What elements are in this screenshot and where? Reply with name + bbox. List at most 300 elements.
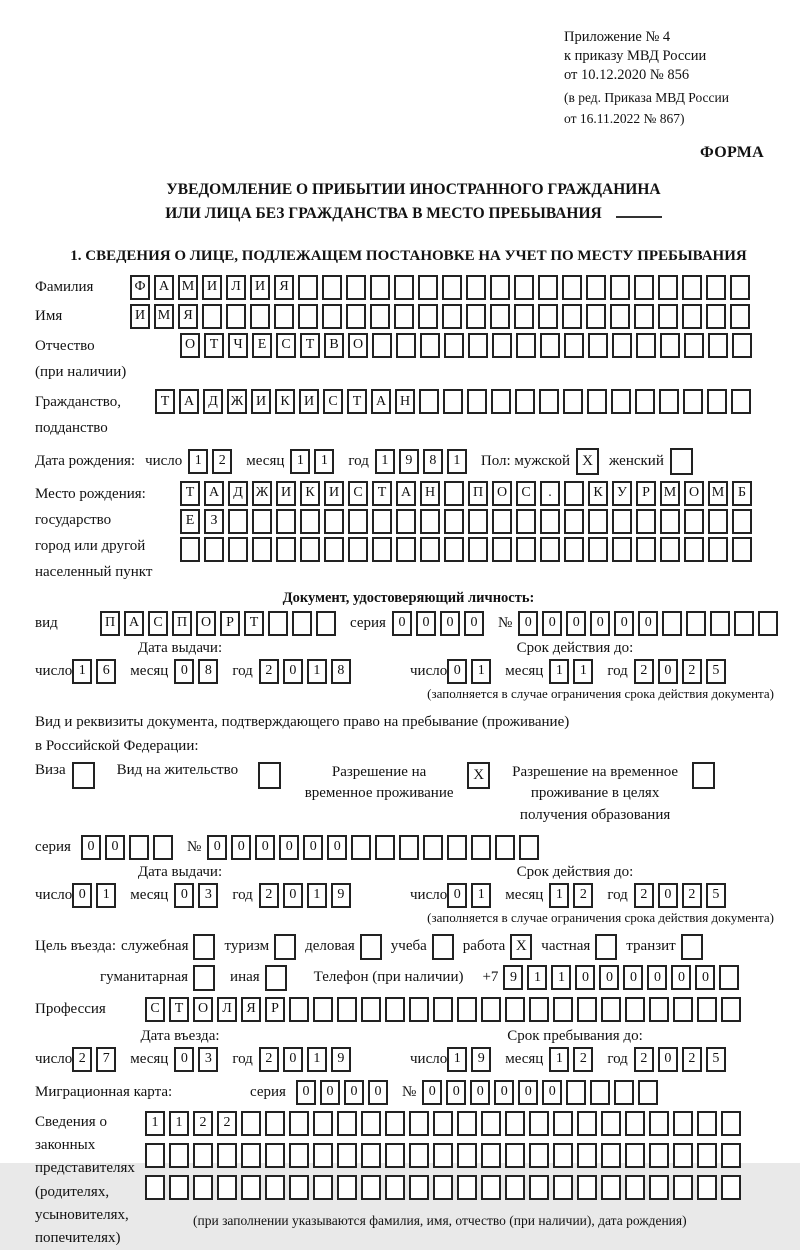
char-cell[interactable]: Т — [372, 481, 392, 506]
char-cell[interactable] — [529, 1175, 549, 1200]
char-cell[interactable] — [682, 275, 702, 300]
char-cell[interactable]: Т — [204, 333, 224, 358]
char-cell[interactable] — [682, 304, 702, 329]
char-cell[interactable]: Т — [347, 389, 367, 414]
char-cell[interactable]: У — [612, 481, 632, 506]
char-cell[interactable] — [289, 1111, 309, 1136]
char-cell[interactable] — [562, 275, 582, 300]
char-cell[interactable]: 2 — [634, 1047, 654, 1072]
char-cell[interactable]: 2 — [259, 659, 279, 684]
char-cell[interactable] — [684, 509, 704, 534]
char-cell[interactable] — [300, 509, 320, 534]
char-cell[interactable] — [514, 304, 534, 329]
char-cell[interactable]: 0 — [368, 1080, 388, 1105]
char-cell[interactable]: П — [172, 611, 192, 636]
char-cell[interactable] — [732, 537, 752, 562]
char-cell[interactable]: 0 — [599, 965, 619, 990]
char-cell[interactable] — [636, 333, 656, 358]
title-blank-underline[interactable] — [616, 205, 662, 218]
char-cell[interactable] — [298, 275, 318, 300]
char-cell[interactable] — [351, 835, 371, 860]
char-cell[interactable] — [708, 537, 728, 562]
char-cell[interactable] — [577, 1111, 597, 1136]
char-cell[interactable]: 1 — [314, 449, 334, 474]
char-cell[interactable] — [313, 997, 333, 1022]
char-cell[interactable] — [588, 509, 608, 534]
char-cell[interactable]: Р — [636, 481, 656, 506]
char-cell[interactable]: 0 — [464, 611, 484, 636]
char-cell[interactable] — [492, 537, 512, 562]
char-cell[interactable] — [538, 275, 558, 300]
char-cell[interactable]: С — [348, 481, 368, 506]
char-cell[interactable]: 5 — [706, 883, 726, 908]
char-cell[interactable] — [361, 1175, 381, 1200]
char-cell[interactable] — [418, 304, 438, 329]
char-cell[interactable] — [337, 1143, 357, 1168]
char-cell[interactable]: 1 — [551, 965, 571, 990]
char-cell[interactable]: 0 — [623, 965, 643, 990]
char-cell[interactable] — [409, 997, 429, 1022]
char-cell[interactable] — [635, 389, 655, 414]
char-cell[interactable]: 0 — [447, 883, 467, 908]
char-cell[interactable] — [169, 1143, 189, 1168]
char-cell[interactable] — [708, 509, 728, 534]
char-cell[interactable]: О — [196, 611, 216, 636]
char-cell[interactable]: С — [276, 333, 296, 358]
char-cell[interactable]: 0 — [303, 835, 323, 860]
char-cell[interactable] — [721, 1175, 741, 1200]
char-cell[interactable] — [529, 1111, 549, 1136]
char-cell[interactable]: 7 — [96, 1047, 116, 1072]
char-cell[interactable]: . — [540, 481, 560, 506]
char-cell[interactable]: Т — [169, 997, 189, 1022]
char-cell[interactable] — [467, 389, 487, 414]
char-cell[interactable]: 0 — [422, 1080, 442, 1105]
sex-female-checkbox[interactable] — [670, 448, 693, 475]
char-cell[interactable] — [442, 304, 462, 329]
char-cell[interactable] — [443, 389, 463, 414]
char-cell[interactable] — [385, 997, 405, 1022]
char-cell[interactable]: 1 — [549, 659, 569, 684]
char-cell[interactable]: А — [179, 389, 199, 414]
char-cell[interactable] — [625, 1111, 645, 1136]
char-cell[interactable]: 2 — [573, 1047, 593, 1072]
char-cell[interactable] — [298, 304, 318, 329]
char-cell[interactable]: 2 — [72, 1047, 92, 1072]
char-cell[interactable] — [300, 537, 320, 562]
char-cell[interactable]: 2 — [682, 883, 702, 908]
char-cell[interactable] — [515, 389, 535, 414]
char-cell[interactable]: С — [323, 389, 343, 414]
residence-permit-checkbox[interactable] — [258, 762, 281, 789]
char-cell[interactable] — [265, 1143, 285, 1168]
char-cell[interactable]: 2 — [217, 1111, 237, 1136]
char-cell[interactable] — [481, 1111, 501, 1136]
char-cell[interactable]: Н — [420, 481, 440, 506]
char-cell[interactable]: 0 — [542, 1080, 562, 1105]
char-cell[interactable] — [719, 965, 739, 990]
char-cell[interactable]: 1 — [307, 659, 327, 684]
char-cell[interactable] — [322, 304, 342, 329]
char-cell[interactable] — [601, 1111, 621, 1136]
char-cell[interactable]: О — [180, 333, 200, 358]
char-cell[interactable] — [226, 304, 246, 329]
char-cell[interactable] — [468, 537, 488, 562]
char-cell[interactable] — [660, 509, 680, 534]
char-cell[interactable] — [710, 611, 730, 636]
char-cell[interactable] — [516, 537, 536, 562]
char-cell[interactable] — [732, 333, 752, 358]
char-cell[interactable] — [697, 997, 717, 1022]
char-cell[interactable]: 1 — [471, 659, 491, 684]
char-cell[interactable] — [217, 1175, 237, 1200]
char-cell[interactable]: 0 — [255, 835, 275, 860]
char-cell[interactable] — [586, 304, 606, 329]
char-cell[interactable] — [396, 333, 416, 358]
char-cell[interactable]: Ч — [228, 333, 248, 358]
char-cell[interactable]: 0 — [207, 835, 227, 860]
char-cell[interactable] — [241, 1111, 261, 1136]
char-cell[interactable] — [346, 275, 366, 300]
char-cell[interactable] — [734, 611, 754, 636]
char-cell[interactable] — [514, 275, 534, 300]
char-cell[interactable] — [268, 611, 288, 636]
char-cell[interactable]: 1 — [290, 449, 310, 474]
char-cell[interactable] — [289, 1143, 309, 1168]
char-cell[interactable]: Р — [220, 611, 240, 636]
char-cell[interactable] — [649, 997, 669, 1022]
char-cell[interactable] — [385, 1175, 405, 1200]
char-cell[interactable] — [588, 537, 608, 562]
char-cell[interactable] — [217, 1143, 237, 1168]
char-cell[interactable] — [649, 1111, 669, 1136]
char-cell[interactable] — [634, 304, 654, 329]
char-cell[interactable]: Л — [226, 275, 246, 300]
char-cell[interactable]: 5 — [706, 1047, 726, 1072]
char-cell[interactable] — [697, 1175, 717, 1200]
char-cell[interactable] — [564, 537, 584, 562]
char-cell[interactable] — [396, 537, 416, 562]
char-cell[interactable] — [697, 1111, 717, 1136]
char-cell[interactable] — [553, 997, 573, 1022]
char-cell[interactable] — [433, 997, 453, 1022]
char-cell[interactable]: 2 — [193, 1111, 213, 1136]
char-cell[interactable]: 2 — [682, 659, 702, 684]
char-cell[interactable] — [706, 304, 726, 329]
char-cell[interactable]: И — [130, 304, 150, 329]
char-cell[interactable] — [662, 611, 682, 636]
char-cell[interactable]: Т — [155, 389, 175, 414]
char-cell[interactable] — [457, 1175, 477, 1200]
char-cell[interactable] — [468, 333, 488, 358]
char-cell[interactable]: 9 — [471, 1047, 491, 1072]
char-cell[interactable] — [396, 509, 416, 534]
char-cell[interactable] — [348, 509, 368, 534]
char-cell[interactable]: 0 — [614, 611, 634, 636]
char-cell[interactable] — [673, 1143, 693, 1168]
char-cell[interactable] — [457, 1143, 477, 1168]
char-cell[interactable] — [409, 1111, 429, 1136]
char-cell[interactable]: И — [250, 275, 270, 300]
char-cell[interactable] — [610, 304, 630, 329]
char-cell[interactable] — [601, 1143, 621, 1168]
char-cell[interactable]: О — [193, 997, 213, 1022]
char-cell[interactable] — [649, 1175, 669, 1200]
char-cell[interactable]: Т — [244, 611, 264, 636]
char-cell[interactable] — [361, 1143, 381, 1168]
char-cell[interactable]: Е — [180, 509, 200, 534]
char-cell[interactable] — [468, 509, 488, 534]
char-cell[interactable]: П — [468, 481, 488, 506]
char-cell[interactable]: А — [396, 481, 416, 506]
char-cell[interactable]: О — [492, 481, 512, 506]
char-cell[interactable]: 0 — [416, 611, 436, 636]
char-cell[interactable] — [758, 611, 778, 636]
char-cell[interactable] — [625, 1175, 645, 1200]
char-cell[interactable]: 0 — [447, 659, 467, 684]
char-cell[interactable] — [706, 275, 726, 300]
char-cell[interactable] — [673, 1175, 693, 1200]
char-cell[interactable]: К — [588, 481, 608, 506]
char-cell[interactable]: И — [299, 389, 319, 414]
char-cell[interactable]: Я — [178, 304, 198, 329]
char-cell[interactable] — [492, 509, 512, 534]
char-cell[interactable] — [433, 1111, 453, 1136]
char-cell[interactable]: 1 — [307, 1047, 327, 1072]
char-cell[interactable] — [252, 537, 272, 562]
char-cell[interactable] — [372, 509, 392, 534]
char-cell[interactable] — [457, 1111, 477, 1136]
char-cell[interactable] — [466, 275, 486, 300]
char-cell[interactable]: 1 — [169, 1111, 189, 1136]
char-cell[interactable] — [588, 333, 608, 358]
char-cell[interactable] — [553, 1111, 573, 1136]
char-cell[interactable] — [659, 389, 679, 414]
char-cell[interactable] — [322, 275, 342, 300]
char-cell[interactable] — [577, 1175, 597, 1200]
char-cell[interactable]: Д — [228, 481, 248, 506]
char-cell[interactable]: 8 — [331, 659, 351, 684]
char-cell[interactable] — [577, 997, 597, 1022]
char-cell[interactable] — [636, 509, 656, 534]
char-cell[interactable]: П — [100, 611, 120, 636]
char-cell[interactable] — [505, 1111, 525, 1136]
char-cell[interactable] — [394, 304, 414, 329]
char-cell[interactable]: 0 — [494, 1080, 514, 1105]
char-cell[interactable]: К — [300, 481, 320, 506]
char-cell[interactable] — [564, 509, 584, 534]
char-cell[interactable] — [730, 275, 750, 300]
char-cell[interactable]: 1 — [447, 1047, 467, 1072]
char-cell[interactable] — [466, 304, 486, 329]
char-cell[interactable]: Ф — [130, 275, 150, 300]
char-cell[interactable]: И — [324, 481, 344, 506]
char-cell[interactable] — [612, 537, 632, 562]
char-cell[interactable]: 0 — [174, 1047, 194, 1072]
char-cell[interactable] — [721, 1143, 741, 1168]
char-cell[interactable]: М — [660, 481, 680, 506]
purpose-work-checkbox[interactable]: X — [510, 934, 532, 960]
char-cell[interactable] — [625, 1143, 645, 1168]
char-cell[interactable] — [566, 1080, 586, 1105]
char-cell[interactable]: 9 — [399, 449, 419, 474]
char-cell[interactable] — [732, 509, 752, 534]
char-cell[interactable] — [490, 275, 510, 300]
char-cell[interactable] — [337, 1111, 357, 1136]
char-cell[interactable]: О — [348, 333, 368, 358]
char-cell[interactable] — [610, 275, 630, 300]
char-cell[interactable] — [228, 537, 248, 562]
char-cell[interactable]: 0 — [658, 883, 678, 908]
char-cell[interactable]: 0 — [296, 1080, 316, 1105]
char-cell[interactable] — [683, 389, 703, 414]
char-cell[interactable]: 9 — [331, 1047, 351, 1072]
char-cell[interactable]: Ж — [227, 389, 247, 414]
char-cell[interactable]: 1 — [145, 1111, 165, 1136]
char-cell[interactable] — [611, 389, 631, 414]
char-cell[interactable] — [274, 304, 294, 329]
char-cell[interactable]: 0 — [283, 659, 303, 684]
char-cell[interactable] — [346, 304, 366, 329]
char-cell[interactable]: О — [684, 481, 704, 506]
char-cell[interactable]: 9 — [503, 965, 523, 990]
sex-male-checkbox[interactable]: X — [576, 448, 599, 475]
char-cell[interactable] — [721, 997, 741, 1022]
char-cell[interactable] — [241, 1175, 261, 1200]
char-cell[interactable]: 1 — [188, 449, 208, 474]
char-cell[interactable] — [686, 611, 706, 636]
char-cell[interactable] — [519, 835, 539, 860]
char-cell[interactable] — [730, 304, 750, 329]
char-cell[interactable] — [601, 1175, 621, 1200]
char-cell[interactable]: И — [202, 275, 222, 300]
char-cell[interactable]: 2 — [634, 883, 654, 908]
char-cell[interactable]: 8 — [423, 449, 443, 474]
purpose-private-checkbox[interactable] — [595, 934, 617, 960]
char-cell[interactable] — [538, 304, 558, 329]
char-cell[interactable] — [385, 1143, 405, 1168]
char-cell[interactable]: 0 — [695, 965, 715, 990]
temp-residence-checkbox[interactable]: X — [467, 762, 490, 789]
char-cell[interactable]: Т — [180, 481, 200, 506]
char-cell[interactable] — [492, 333, 512, 358]
char-cell[interactable]: 0 — [279, 835, 299, 860]
char-cell[interactable]: 0 — [647, 965, 667, 990]
char-cell[interactable] — [361, 997, 381, 1022]
char-cell[interactable] — [370, 304, 390, 329]
char-cell[interactable] — [697, 1143, 717, 1168]
char-cell[interactable]: 0 — [542, 611, 562, 636]
char-cell[interactable] — [348, 537, 368, 562]
char-cell[interactable] — [495, 835, 515, 860]
char-cell[interactable] — [444, 509, 464, 534]
char-cell[interactable] — [471, 835, 491, 860]
char-cell[interactable]: 6 — [96, 659, 116, 684]
char-cell[interactable] — [708, 333, 728, 358]
char-cell[interactable]: М — [154, 304, 174, 329]
char-cell[interactable]: 2 — [573, 883, 593, 908]
char-cell[interactable] — [481, 1175, 501, 1200]
char-cell[interactable] — [444, 333, 464, 358]
char-cell[interactable]: 1 — [447, 449, 467, 474]
char-cell[interactable] — [491, 389, 511, 414]
char-cell[interactable] — [684, 333, 704, 358]
char-cell[interactable] — [636, 537, 656, 562]
char-cell[interactable] — [707, 389, 727, 414]
char-cell[interactable]: 9 — [331, 883, 351, 908]
char-cell[interactable]: 1 — [96, 883, 116, 908]
char-cell[interactable] — [658, 304, 678, 329]
char-cell[interactable]: 0 — [174, 883, 194, 908]
char-cell[interactable]: 0 — [81, 835, 101, 860]
char-cell[interactable] — [505, 1175, 525, 1200]
char-cell[interactable]: Т — [300, 333, 320, 358]
char-cell[interactable]: З — [204, 509, 224, 534]
char-cell[interactable] — [614, 1080, 634, 1105]
char-cell[interactable] — [540, 333, 560, 358]
char-cell[interactable] — [660, 537, 680, 562]
char-cell[interactable] — [564, 481, 584, 506]
char-cell[interactable] — [193, 1175, 213, 1200]
char-cell[interactable]: 0 — [518, 611, 538, 636]
char-cell[interactable]: 3 — [198, 883, 218, 908]
char-cell[interactable] — [418, 275, 438, 300]
char-cell[interactable] — [638, 1080, 658, 1105]
char-cell[interactable] — [313, 1175, 333, 1200]
char-cell[interactable]: 0 — [392, 611, 412, 636]
char-cell[interactable]: 2 — [634, 659, 654, 684]
char-cell[interactable] — [145, 1175, 165, 1200]
char-cell[interactable] — [577, 1143, 597, 1168]
char-cell[interactable] — [586, 275, 606, 300]
char-cell[interactable] — [433, 1175, 453, 1200]
char-cell[interactable]: М — [708, 481, 728, 506]
char-cell[interactable] — [316, 611, 336, 636]
char-cell[interactable]: С — [516, 481, 536, 506]
char-cell[interactable] — [673, 997, 693, 1022]
purpose-transit-checkbox[interactable] — [681, 934, 703, 960]
char-cell[interactable] — [370, 275, 390, 300]
char-cell[interactable] — [553, 1175, 573, 1200]
char-cell[interactable] — [276, 509, 296, 534]
char-cell[interactable] — [252, 509, 272, 534]
char-cell[interactable]: 0 — [658, 659, 678, 684]
char-cell[interactable]: 1 — [307, 883, 327, 908]
char-cell[interactable] — [241, 1143, 261, 1168]
char-cell[interactable] — [193, 1143, 213, 1168]
char-cell[interactable] — [590, 1080, 610, 1105]
char-cell[interactable]: 0 — [440, 611, 460, 636]
char-cell[interactable] — [169, 1175, 189, 1200]
char-cell[interactable] — [660, 333, 680, 358]
char-cell[interactable] — [444, 537, 464, 562]
char-cell[interactable] — [540, 509, 560, 534]
char-cell[interactable]: А — [154, 275, 174, 300]
char-cell[interactable] — [372, 537, 392, 562]
char-cell[interactable]: 0 — [283, 883, 303, 908]
char-cell[interactable]: 1 — [527, 965, 547, 990]
purpose-other-checkbox[interactable] — [265, 965, 287, 991]
char-cell[interactable]: 1 — [549, 1047, 569, 1072]
char-cell[interactable]: 1 — [549, 883, 569, 908]
char-cell[interactable] — [562, 304, 582, 329]
char-cell[interactable] — [553, 1143, 573, 1168]
char-cell[interactable] — [265, 1175, 285, 1200]
char-cell[interactable]: 0 — [566, 611, 586, 636]
char-cell[interactable] — [447, 835, 467, 860]
char-cell[interactable] — [324, 537, 344, 562]
char-cell[interactable]: Л — [217, 997, 237, 1022]
